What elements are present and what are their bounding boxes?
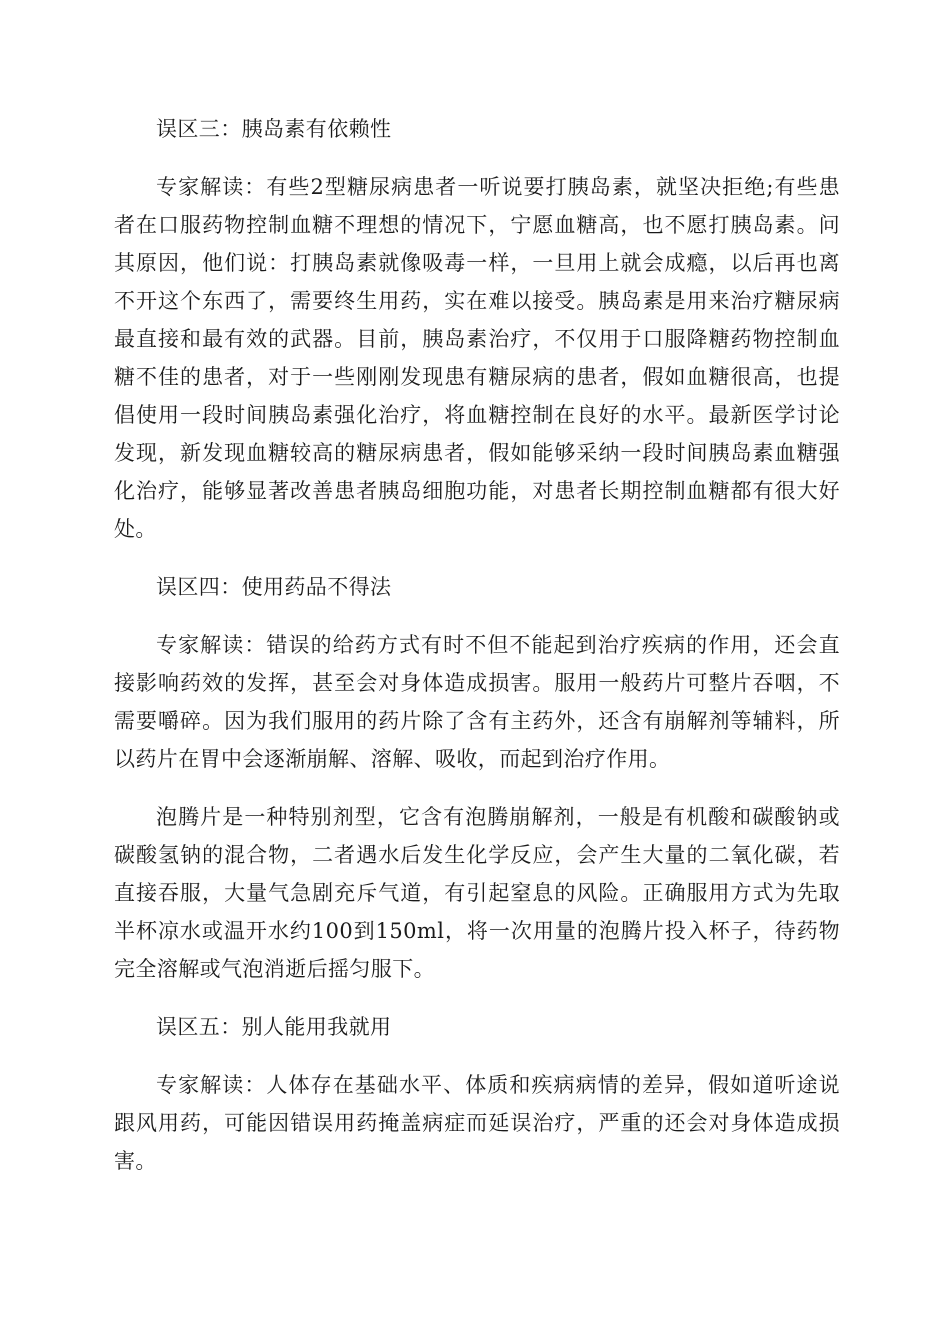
heading-myth-4: 误区四：使用药品不得法 [156,575,392,599]
expert-reading-3: 专家解读：有些2型糖尿病患者一听说要打胰岛素，就坚决拒绝;有些患者在口服药物控制血糖不理想的情况下，宁愿血糖高，也不愿打胰岛素。问其原因，他们说：打胰岛素就像吸毒一样，一旦用上就会成瘾，以后再也离不开这个东西了，需要终生用药，实在难以接受。胰岛素是用来治疗糖尿病最直接和最有效的武器。目前，胰岛素治疗，不仅用于口服降糖药物控制血糖不佳的患者，对于一些刚刚发现患有糖尿病的患者，假如血糖很高，也提倡使用一段时间胰岛素强化治疗，将血糖控制在良好的水平。最新医学讨论发现，新发现血糖较高的糖尿病患者，假如能够采纳一段时间胰岛素血糖强化治疗，能够显著改善患者胰岛细胞功能，对患者长期控制血糖都有很大好处。 [114,175,840,541]
heading-myth-5: 误区五：别人能用我就用 [156,1015,392,1039]
heading-myth-3: 误区三：胰岛素有依赖性 [156,117,392,141]
effervescent-paragraph: 泡腾片是一种特别剂型，它含有泡腾崩解剂，一般是有机酸和碳酸钠或碳酸氢钠的混合物，二者遇水后发生化学反应，会产生大量的二氧化碳，若直接吞服，大量气急剧充斥气道，有引起窒息的风险。正确服用方式为先取半杯凉水或温开水约100到150ml，将一次用量的泡腾片投入杯子，待药物完全溶解或气泡消逝后摇匀服下。 [114,805,840,981]
expert-reading-5: 专家解读：人体存在基础水平、体质和疾病病情的差异，假如道听途说跟风用药，可能因错误用药掩盖病症而延误治疗，严重的还会对身体造成损害。 [114,1073,840,1173]
expert-reading-4: 专家解读：错误的给药方式有时不但不能起到治疗疾病的作用，还会直接影响药效的发挥，甚至会对身体造成损害。服用一般药片可整片吞咽，不需要嚼碎。因为我们服用的药片除了含有主药外，还含有崩解剂等辅料，所以药片在胃中会逐渐崩解、溶解、吸收，而起到治疗作用。 [114,633,840,771]
document-body [114,110,840,1200]
